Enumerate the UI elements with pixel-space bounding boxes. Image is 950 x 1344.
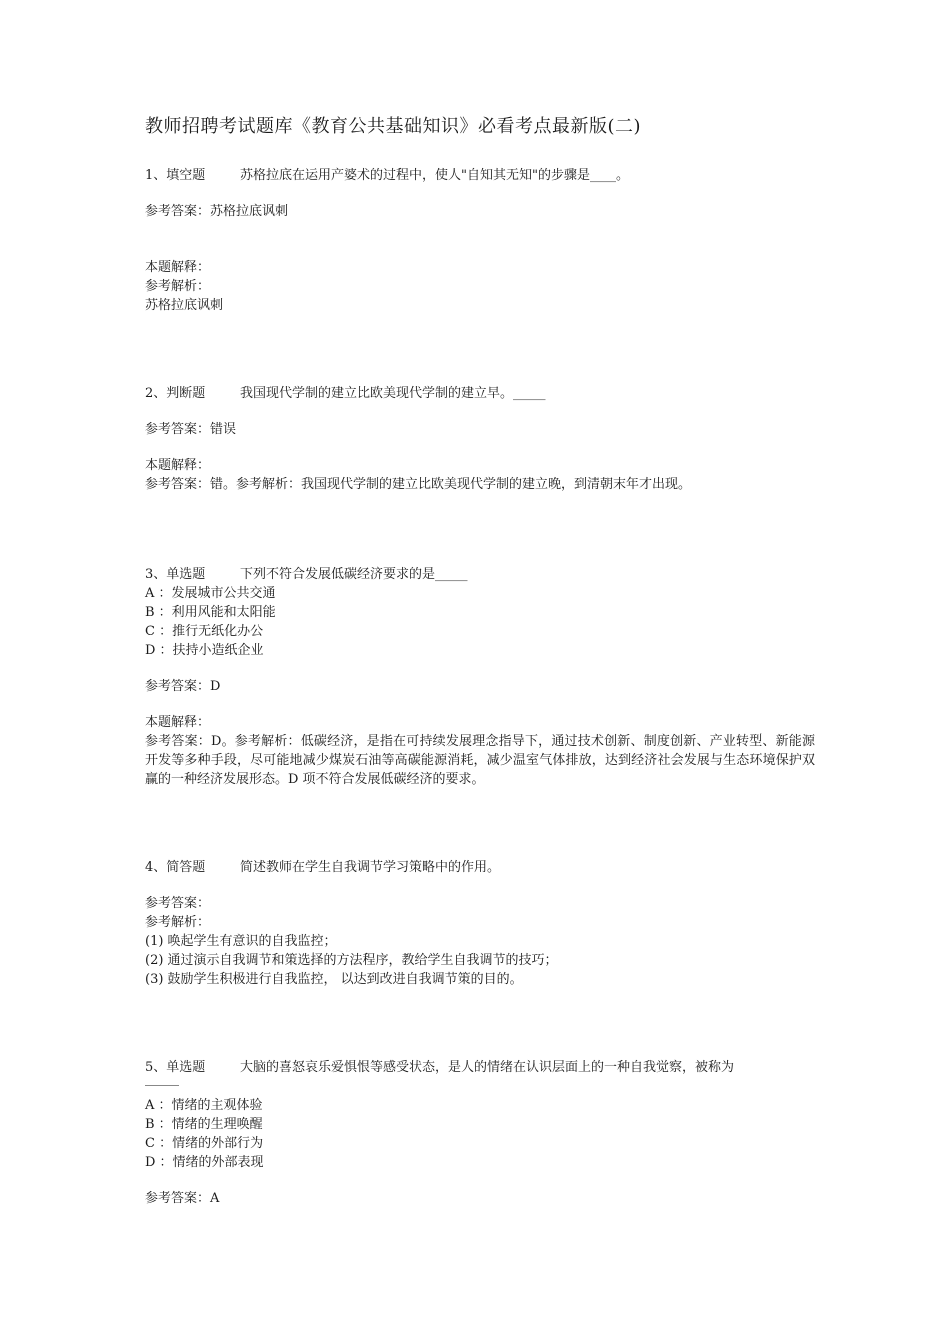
question-stem: 我国现代学制的建立比欧美现代学制的建立早。_____	[240, 386, 546, 401]
question-stem-line	[145, 166, 815, 185]
option-d: D ：扶持小造纸企业	[145, 643, 264, 658]
question-5	[145, 1058, 815, 1208]
question-stem: 大脑的喜怒哀乐爱惧恨等感受状态，是人的情绪在认识层面上的一种自我觉察，被称为	[240, 1060, 735, 1075]
answer-line	[145, 677, 815, 696]
question-number: 5、单选题	[145, 1060, 206, 1075]
analysis-item-1: (1) 唤起学生有意识的自我监控；	[145, 934, 337, 949]
question-4	[145, 858, 815, 989]
question-stem-line	[145, 565, 815, 584]
question-stem-line	[145, 1058, 815, 1077]
answer-blank	[145, 1077, 179, 1086]
explanation-text: 参考答案：D。参考解析：低碳经济，是指在可持续发展理念指导下，通过技术创新、制度创新、产业转型、新能源开发等多种手段，尽可能地减少煤炭石油等高碳能源消耗，减少温室气体排放，达到经济社会发展与生态环境保护双赢的一种经济发展形态。D 项不符合发展低碳经济的要求。	[145, 734, 815, 787]
option-c: C ：情绪的外部行为	[145, 1136, 264, 1151]
question-number: 1、填空题	[145, 168, 206, 183]
analysis-label: 参考解析：	[145, 279, 211, 294]
question-number: 2、判断题	[145, 386, 206, 401]
answer-value: 苏格拉底讽刺	[210, 204, 289, 219]
analysis-item-3: (3) 鼓励学生积极进行自我监控， 以达到改进自我调节策的目的。	[145, 972, 523, 987]
option-d: D ：情绪的外部表现	[145, 1155, 264, 1170]
answer-label: 参考答案：	[145, 1191, 211, 1206]
question-number: 4、简答题	[145, 860, 206, 875]
question-stem: 简述教师在学生自我调节学习策略中的作用。	[240, 860, 501, 875]
answer-line	[145, 1189, 815, 1208]
document-title: 教师招聘考试题库《教育公共基础知识》必看考点最新版(二)	[145, 116, 642, 137]
answer-line	[145, 202, 815, 221]
answer-value: D	[210, 679, 221, 694]
analysis-item-2: (2) 通过演示自我调节和策选择的方法程序，教给学生自我调节的技巧；	[145, 953, 558, 968]
question-stem: 下列不符合发展低碳经济要求的是_____	[240, 567, 468, 582]
question-3	[145, 565, 815, 789]
explanation-label: 本题解释：	[145, 260, 211, 275]
analysis-label: 参考解析：	[145, 915, 211, 930]
option-a: A ：情绪的主观体验	[145, 1098, 263, 1113]
option-a: A ：发展城市公共交通	[145, 586, 276, 601]
analysis-text: 苏格拉底讽刺	[145, 298, 224, 313]
question-2	[145, 384, 815, 494]
answer-value: 错误	[210, 422, 237, 437]
answer-label: 参考答案：	[145, 422, 211, 437]
option-b: B ：利用风能和太阳能	[145, 605, 276, 620]
answer-value: A	[210, 1191, 220, 1206]
option-b: B ：情绪的生理唤醒	[145, 1117, 263, 1132]
answer-line	[145, 420, 815, 439]
question-stem: 苏格拉底在运用产婆术的过程中，使人"自知其无知"的步骤是____。	[240, 168, 629, 183]
question-1	[145, 166, 815, 315]
question-stem-line	[145, 384, 815, 403]
question-number: 3、单选题	[145, 567, 206, 582]
explanation-label: 本题解释：	[145, 715, 211, 730]
answer-label: 参考答案：	[145, 679, 211, 694]
explanation-label: 本题解释：	[145, 458, 211, 473]
answer-label: 参考答案：	[145, 204, 211, 219]
answer-label: 参考答案：	[145, 896, 211, 911]
question-stem-line	[145, 858, 815, 877]
explanation-text: 参考答案：错。参考解析：我国现代学制的建立比欧美现代学制的建立晚，到清朝末年才出现。	[145, 477, 692, 492]
option-c: C ：推行无纸化办公	[145, 624, 264, 639]
